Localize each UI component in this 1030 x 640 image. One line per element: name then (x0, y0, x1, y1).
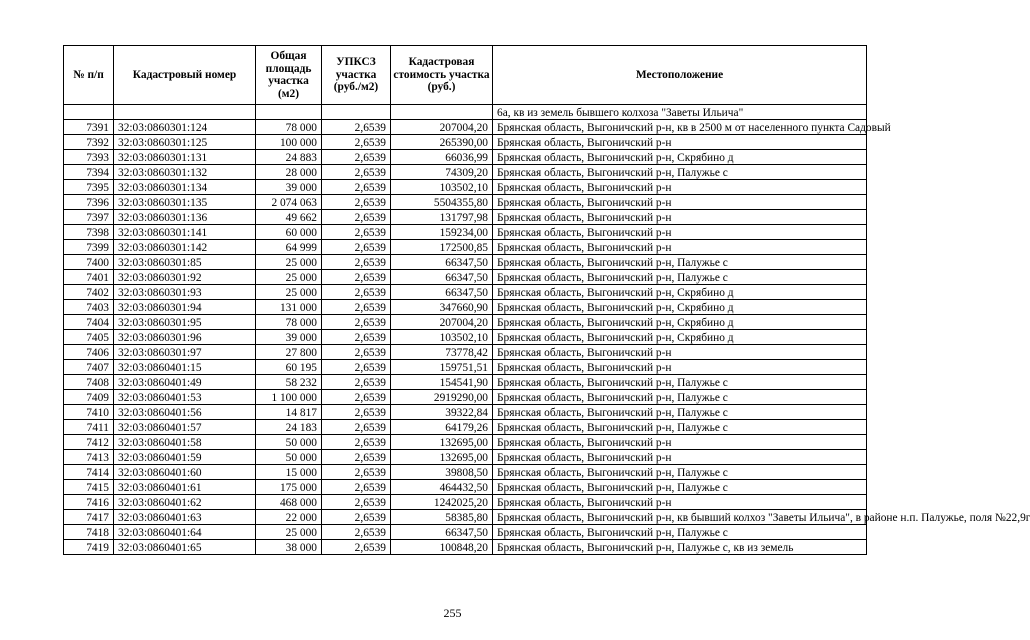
table-row (64, 510, 867, 525)
row-area: 131 000 (256, 300, 322, 315)
row-location: Брянская область, Выгоничский р-н (493, 240, 867, 255)
row-rate: 2,6539 (322, 135, 391, 150)
row-num: 7415 (64, 480, 114, 495)
row-cadastral-number: 32:03:0860301:93 (114, 285, 256, 300)
row-cadastral-number: 32:03:0860401:57 (114, 420, 256, 435)
table-row (64, 165, 867, 180)
row-area: 27 800 (256, 345, 322, 360)
row-rate: 2,6539 (322, 345, 391, 360)
row-cadastral-number: 32:03:0860401:65 (114, 540, 256, 555)
table-row (64, 120, 867, 135)
row-area: 25 000 (256, 525, 322, 540)
row-rate: 2,6539 (322, 270, 391, 285)
row-cadastral-number: 32:03:0860401:49 (114, 375, 256, 390)
row-cadastral-number: 32:03:0860301:135 (114, 195, 256, 210)
table-row (64, 540, 867, 555)
row-cadastral-number: 32:03:0860301:124 (114, 120, 256, 135)
row-location: Брянская область, Выгоничский р-н, Палужье с (493, 390, 867, 405)
row-cost: 159234,00 (391, 225, 493, 240)
row-area: 25 000 (256, 285, 322, 300)
row-cadastral-number: 32:03:0860401:64 (114, 525, 256, 540)
row-rate: 2,6539 (322, 525, 391, 540)
row-location: Брянская область, Выгоничский р-н, Скрябино д (493, 150, 867, 165)
row-location: Брянская область, Выгоничский р-н (493, 495, 867, 510)
row-location: Брянская область, Выгоничский р-н, кв бывший колхоз "Заветы Ильича", в районе н.п. Палужье, поля №22,9г (493, 510, 867, 525)
table-row (64, 330, 867, 345)
row-rate: 2,6539 (322, 150, 391, 165)
row-cost: 58385,80 (391, 510, 493, 525)
row-cadastral-number: 32:03:0860301:136 (114, 210, 256, 225)
row-cost: 347660,90 (391, 300, 493, 315)
row-num: 7402 (64, 285, 114, 300)
row-cadastral-number: 32:03:0860401:58 (114, 435, 256, 450)
table-row (64, 360, 867, 375)
row-num: 7412 (64, 435, 114, 450)
row-cost: 131797,98 (391, 210, 493, 225)
row-cost: 66347,50 (391, 255, 493, 270)
row-cost: 464432,50 (391, 480, 493, 495)
row-area: 39 000 (256, 180, 322, 195)
table-row (64, 285, 867, 300)
row-cadastral-number: 32:03:0860401:59 (114, 450, 256, 465)
header-location: Местоположение (493, 46, 867, 105)
row-rate: 2,6539 (322, 195, 391, 210)
row-cadastral-number: 32:03:0860301:85 (114, 255, 256, 270)
row-location: Брянская область, Выгоничский р-н (493, 450, 867, 465)
row-rate: 2,6539 (322, 375, 391, 390)
row-cost: 172500,85 (391, 240, 493, 255)
row-cost: 207004,20 (391, 120, 493, 135)
row-cadastral-number: 32:03:0860301:142 (114, 240, 256, 255)
row-area: 64 999 (256, 240, 322, 255)
row-location: Брянская область, Выгоничский р-н (493, 210, 867, 225)
table-row (64, 180, 867, 195)
row-cost: 66347,50 (391, 270, 493, 285)
row-location: Брянская область, Выгоничский р-н, Палужье с, кв из земель (493, 540, 867, 555)
page-number: 255 (443, 606, 462, 620)
row-num: 7419 (64, 540, 114, 555)
row-location: Брянская область, Выгоничский р-н (493, 435, 867, 450)
row-num: 7401 (64, 270, 114, 285)
row-num: 7397 (64, 210, 114, 225)
row-location: Брянская область, Выгоничский р-н, Палужье с (493, 525, 867, 540)
row-rate: 2,6539 (322, 360, 391, 375)
table-row (64, 150, 867, 165)
row-cost: 132695,00 (391, 435, 493, 450)
row-cost: 100848,20 (391, 540, 493, 555)
row-area: 39 000 (256, 330, 322, 345)
row-location: Брянская область, Выгоничский р-н, Палужье с (493, 420, 867, 435)
row-area: 60 000 (256, 225, 322, 240)
row-cost: 207004,20 (391, 315, 493, 330)
row-area: 2 074 063 (256, 195, 322, 210)
row-location: Брянская область, Выгоничский р-н, Палужье с (493, 405, 867, 420)
row-area: 28 000 (256, 165, 322, 180)
row-num: 7410 (64, 405, 114, 420)
row-rate: 2,6539 (322, 390, 391, 405)
row-location: Брянская область, Выгоничский р-н (493, 135, 867, 150)
row-num: 7414 (64, 465, 114, 480)
row-num: 7399 (64, 240, 114, 255)
row-location: Брянская область, Выгоничский р-н, Палужье с (493, 375, 867, 390)
row-cost: 132695,00 (391, 450, 493, 465)
header-row (64, 46, 867, 105)
row-rate: 2,6539 (322, 285, 391, 300)
row-cost: 154541,90 (391, 375, 493, 390)
row-cadastral-number: 32:03:0860301:92 (114, 270, 256, 285)
row-location: Брянская область, Выгоничский р-н (493, 195, 867, 210)
table-row (64, 480, 867, 495)
header-cadastral-number: Кадастровый номер (114, 46, 256, 105)
row-num: 7405 (64, 330, 114, 345)
row-area: 24 883 (256, 150, 322, 165)
row-rate: 2,6539 (322, 405, 391, 420)
row-location: Брянская область, Выгоничский р-н, Скрябино д (493, 285, 867, 300)
row-cost: 66347,50 (391, 525, 493, 540)
row-rate: 2,6539 (322, 255, 391, 270)
row-area: 78 000 (256, 120, 322, 135)
row-rate: 2,6539 (322, 120, 391, 135)
row-location: Брянская область, Выгоничский р-н, Скрябино д (493, 330, 867, 345)
carry-over-cost (391, 105, 493, 120)
row-cadastral-number: 32:03:0860301:97 (114, 345, 256, 360)
row-rate: 2,6539 (322, 300, 391, 315)
row-area: 38 000 (256, 540, 322, 555)
row-location: Брянская область, Выгоничский р-н, Скрябино д (493, 300, 867, 315)
row-cost: 73778,42 (391, 345, 493, 360)
row-rate: 2,6539 (322, 165, 391, 180)
carry-over-cadastral (114, 105, 256, 120)
row-num: 7400 (64, 255, 114, 270)
row-cadastral-number: 32:03:0860401:53 (114, 390, 256, 405)
row-cadastral-number: 32:03:0860401:62 (114, 495, 256, 510)
row-cadastral-number: 32:03:0860401:60 (114, 465, 256, 480)
row-cost: 66347,50 (391, 285, 493, 300)
row-cadastral-number: 32:03:0860301:95 (114, 315, 256, 330)
carry-over-row (64, 105, 867, 120)
row-num: 7395 (64, 180, 114, 195)
row-location: Брянская область, Выгоничский р-н (493, 360, 867, 375)
row-num: 7404 (64, 315, 114, 330)
row-area: 49 662 (256, 210, 322, 225)
row-cost: 2919290,00 (391, 390, 493, 405)
row-area: 175 000 (256, 480, 322, 495)
table-row (64, 345, 867, 360)
row-rate: 2,6539 (322, 465, 391, 480)
table-row (64, 525, 867, 540)
carry-over-rate (322, 105, 391, 120)
row-cadastral-number: 32:03:0860301:131 (114, 150, 256, 165)
row-rate: 2,6539 (322, 240, 391, 255)
row-cost: 159751,51 (391, 360, 493, 375)
row-cadastral-number: 32:03:0860301:141 (114, 225, 256, 240)
carry-over-location: 6а, кв из земель бывшего колхоза "Заветы Ильича" (493, 105, 867, 120)
row-rate: 2,6539 (322, 225, 391, 240)
row-rate: 2,6539 (322, 510, 391, 525)
row-location: Брянская область, Выгоничский р-н (493, 345, 867, 360)
row-num: 7403 (64, 300, 114, 315)
header-area: Общая площадь участка (м2) (256, 46, 322, 105)
row-cost: 265390,00 (391, 135, 493, 150)
row-location: Брянская область, Выгоничский р-н (493, 225, 867, 240)
row-num: 7409 (64, 390, 114, 405)
row-rate: 2,6539 (322, 420, 391, 435)
row-area: 58 232 (256, 375, 322, 390)
row-cadastral-number: 32:03:0860401:15 (114, 360, 256, 375)
row-location: Брянская область, Выгоничский р-н, кв в 2500 м от населенного пункта Садовый (493, 120, 867, 135)
row-location: Брянская область, Выгоничский р-н, Скрябино д (493, 315, 867, 330)
row-cadastral-number: 32:03:0860301:134 (114, 180, 256, 195)
header-rate: УПКСЗ участка (руб./м2) (322, 46, 391, 105)
row-cadastral-number: 32:03:0860301:94 (114, 300, 256, 315)
row-num: 7408 (64, 375, 114, 390)
table-row (64, 450, 867, 465)
row-cadastral-number: 32:03:0860301:96 (114, 330, 256, 345)
row-num: 7413 (64, 450, 114, 465)
row-num: 7407 (64, 360, 114, 375)
table-row (64, 465, 867, 480)
row-num: 7411 (64, 420, 114, 435)
row-cost: 103502,10 (391, 180, 493, 195)
table-row (64, 375, 867, 390)
row-rate: 2,6539 (322, 315, 391, 330)
row-location: Брянская область, Выгоничский р-н, Палужье с (493, 165, 867, 180)
table-row (64, 315, 867, 330)
carry-over-area (256, 105, 322, 120)
table-row (64, 495, 867, 510)
row-location: Брянская область, Выгоничский р-н, Палужье с (493, 465, 867, 480)
row-num: 7393 (64, 150, 114, 165)
row-cost: 64179,26 (391, 420, 493, 435)
row-rate: 2,6539 (322, 495, 391, 510)
row-num: 7416 (64, 495, 114, 510)
row-rate: 2,6539 (322, 540, 391, 555)
table-row (64, 135, 867, 150)
row-area: 78 000 (256, 315, 322, 330)
table-row (64, 210, 867, 225)
row-num: 7406 (64, 345, 114, 360)
row-cadastral-number: 32:03:0860301:125 (114, 135, 256, 150)
row-cost: 103502,10 (391, 330, 493, 345)
row-rate: 2,6539 (322, 210, 391, 225)
row-cadastral-number: 32:03:0860301:132 (114, 165, 256, 180)
header-cost: Кадастровая стоимость участка (руб.) (391, 46, 493, 105)
row-cost: 74309,20 (391, 165, 493, 180)
row-area: 100 000 (256, 135, 322, 150)
row-area: 25 000 (256, 255, 322, 270)
row-num: 7394 (64, 165, 114, 180)
row-rate: 2,6539 (322, 435, 391, 450)
row-num: 7396 (64, 195, 114, 210)
row-location: Брянская область, Выгоничский р-н, Палужье с (493, 270, 867, 285)
row-location: Брянская область, Выгоничский р-н, Палужье с (493, 255, 867, 270)
table-row (64, 270, 867, 285)
row-area: 50 000 (256, 435, 322, 450)
row-cadastral-number: 32:03:0860401:61 (114, 480, 256, 495)
row-area: 24 183 (256, 420, 322, 435)
row-num: 7398 (64, 225, 114, 240)
row-rate: 2,6539 (322, 180, 391, 195)
table-row (64, 255, 867, 270)
row-area: 60 195 (256, 360, 322, 375)
row-location: Брянская область, Выгоничский р-н, Палужье с (493, 480, 867, 495)
row-num: 7418 (64, 525, 114, 540)
table-row (64, 420, 867, 435)
row-cost: 66036,99 (391, 150, 493, 165)
row-cost: 1242025,20 (391, 495, 493, 510)
table-row (64, 240, 867, 255)
row-rate: 2,6539 (322, 330, 391, 345)
table-row (64, 300, 867, 315)
row-area: 22 000 (256, 510, 322, 525)
table-row (64, 405, 867, 420)
table-row (64, 435, 867, 450)
row-area: 14 817 (256, 405, 322, 420)
header-num: № п/п (64, 46, 114, 105)
row-rate: 2,6539 (322, 450, 391, 465)
row-num: 7392 (64, 135, 114, 150)
row-area: 15 000 (256, 465, 322, 480)
row-num: 7391 (64, 120, 114, 135)
row-area: 468 000 (256, 495, 322, 510)
row-location: Брянская область, Выгоничский р-н (493, 180, 867, 195)
carry-over-num (64, 105, 114, 120)
row-cadastral-number: 32:03:0860401:56 (114, 405, 256, 420)
row-cost: 39322,84 (391, 405, 493, 420)
row-area: 50 000 (256, 450, 322, 465)
row-cadastral-number: 32:03:0860401:63 (114, 510, 256, 525)
row-num: 7417 (64, 510, 114, 525)
row-cost: 5504355,80 (391, 195, 493, 210)
table-row (64, 390, 867, 405)
cadastral-table (63, 45, 1030, 555)
table-row (64, 225, 867, 240)
row-area: 1 100 000 (256, 390, 322, 405)
table-row (64, 195, 867, 210)
row-area: 25 000 (256, 270, 322, 285)
row-rate: 2,6539 (322, 480, 391, 495)
row-cost: 39808,50 (391, 465, 493, 480)
